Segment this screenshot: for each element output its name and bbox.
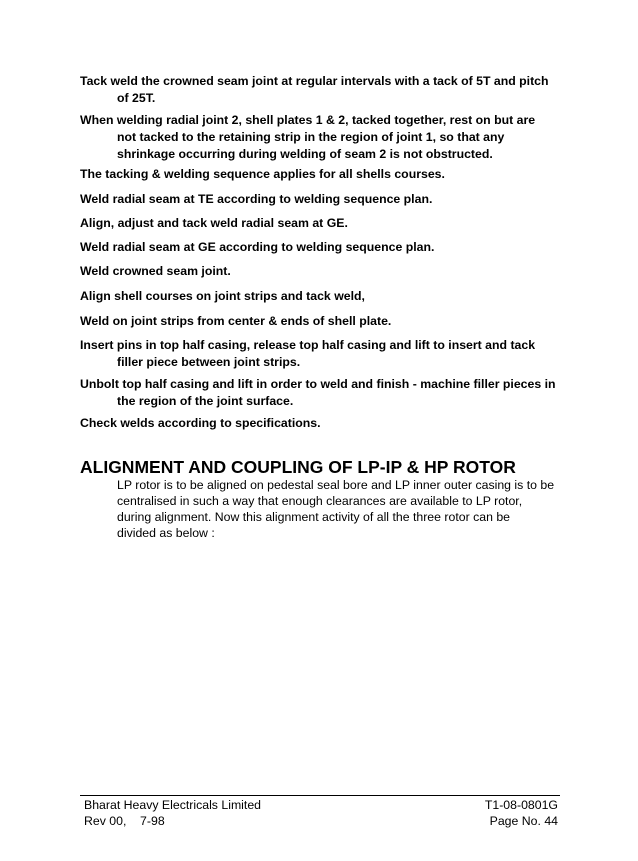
- step-10-line-2: filler piece between joint strips.: [117, 355, 301, 369]
- step-3: [80, 166, 560, 183]
- paragraph-line-4: divided as below :: [117, 526, 215, 540]
- step-2-line-1: When welding radial joint 2, shell plates 1 & 2, tacked together, rest on but are: [80, 113, 536, 127]
- step-2: [80, 112, 560, 163]
- step-7-line-1: Weld crowned seam joint.: [80, 264, 231, 278]
- step-1-line-2: of 25T.: [117, 91, 156, 105]
- section-heading: ALIGNMENT AND COUPLING OF LP-IP & HP ROTOR: [80, 457, 516, 477]
- step-1: [80, 73, 560, 107]
- footer-revision: Rev 00, 7-98: [84, 814, 165, 828]
- section-paragraph: [117, 477, 567, 541]
- step-10-line-1: Insert pins in top half casing, release top half casing and lift to insert and tack: [80, 338, 536, 352]
- step-12-line-1: Check welds according to specifications.: [80, 416, 321, 430]
- footer-doc-code: T1-08-0801G: [484, 798, 558, 812]
- step-6-line-1: Weld radial seam at GE according to welding sequence plan.: [80, 240, 435, 254]
- paragraph-line-2: centralised in such a way that enough clearances are available to LP rotor,: [117, 494, 523, 508]
- step-2-line-3: shrinkage occurring during welding of seam 2 is not obstructed.: [117, 147, 493, 161]
- step-3-line-1: The tacking & welding sequence applies for all shells courses.: [80, 167, 445, 181]
- step-4: [80, 191, 560, 208]
- step-11-line-1: Unbolt top half casing and lift in order to weld and finish - machine filler pieces in: [80, 377, 556, 391]
- footer-divider: [80, 795, 560, 796]
- step-10: [80, 337, 560, 371]
- paragraph-line-3: during alignment. Now this alignment activity of all the three rotor can be: [117, 510, 511, 524]
- footer-page-number: Page No. 44: [489, 814, 558, 828]
- step-11: [80, 376, 560, 410]
- footer-company: Bharat Heavy Electricals Limited: [84, 798, 262, 812]
- step-7: [80, 263, 560, 280]
- step-1-line-1: Tack weld the crowned seam joint at regular intervals with a tack of 5T and pitch: [80, 74, 549, 88]
- step-4-line-1: Weld radial seam at TE according to welding sequence plan.: [80, 192, 433, 206]
- step-6: [80, 239, 560, 256]
- step-12: [80, 415, 560, 432]
- step-8: [80, 288, 560, 305]
- step-8-line-1: Align shell courses on joint strips and tack weld,: [80, 289, 365, 303]
- step-9-line-1: Weld on joint strips from center & ends of shell plate.: [80, 314, 392, 328]
- step-9: [80, 313, 560, 330]
- step-5-line-1: Align, adjust and tack weld radial seam at GE.: [80, 216, 348, 230]
- paragraph-line-1: LP rotor is to be aligned on pedestal seal bore and LP inner outer casing is to be: [117, 478, 555, 492]
- step-5: [80, 215, 560, 232]
- step-11-line-2: the region of the joint surface.: [117, 394, 294, 408]
- step-2-line-2: not tacked to the retaining strip in the region of joint 1, so that any: [117, 130, 505, 144]
